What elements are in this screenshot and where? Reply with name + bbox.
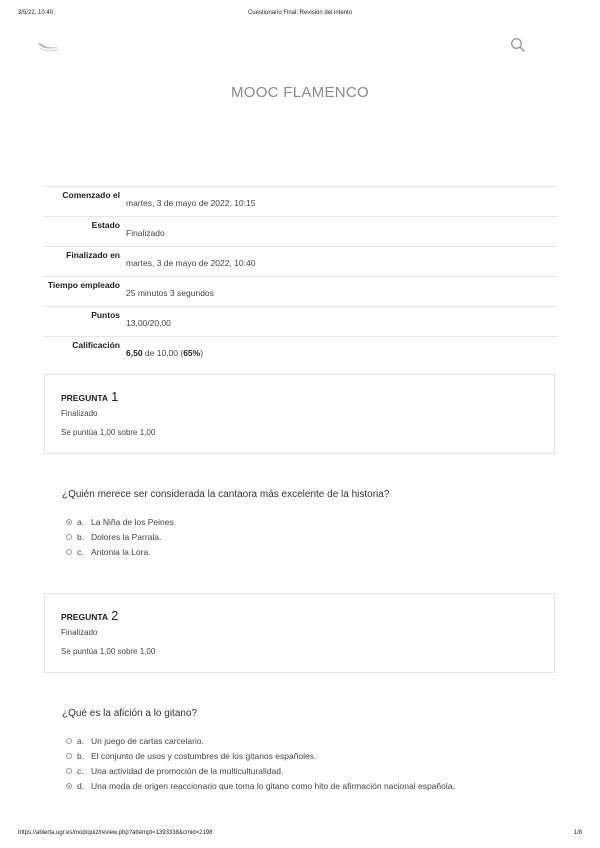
option-letter: b. [77, 750, 85, 761]
summary-value [120, 337, 203, 366]
print-datetime: 3/5/22, 10:40 [18, 10, 54, 16]
option-letter: a. [77, 516, 85, 527]
attempt-summary-table [44, 186, 557, 366]
print-url: https://abierta.ugr.es/mod/quiz/review.php?attempt=1393338&cmid=2198 [18, 830, 213, 836]
option-letter: d. [77, 780, 85, 791]
search-icon[interactable] [510, 37, 526, 53]
option-letter: c. [77, 546, 84, 557]
radio-icon[interactable] [66, 768, 72, 774]
summary-row-grade [44, 337, 557, 366]
option-text: La Niña de los Peines. [91, 516, 177, 527]
option-text: Un juego de cartas carcelario. [91, 735, 204, 746]
summary-value: 25 minutos 3 segundos [126, 288, 214, 298]
grade-percent: 65% [183, 348, 201, 358]
summary-label: Finalizado en [66, 250, 120, 260]
question-text-2: ¿Qué es la afición a lo gitano? [62, 708, 198, 719]
option-text: El conjunto de usos y costumbres de los gitanos españoles. [91, 750, 317, 761]
question-info-card-1 [44, 374, 555, 454]
summary-row-finished [44, 247, 557, 277]
question-options-1 [66, 514, 176, 559]
radio-icon[interactable] [66, 738, 72, 744]
radio-selected-icon[interactable] [66, 519, 72, 525]
option-text: Dolores la Parrala. [91, 531, 162, 542]
question-status: Finalizado [61, 409, 98, 418]
site-title: MOOC FLAMENCO [230, 84, 370, 101]
radio-icon[interactable] [66, 753, 72, 759]
question-options-2 [66, 733, 455, 793]
summary-value: Finalizado [126, 228, 165, 238]
summary-value: martes, 3 de mayo de 2022, 10:15 [126, 198, 256, 208]
grade-of: de 10,00 ( [144, 348, 184, 358]
summary-row-started [44, 187, 557, 217]
answer-option[interactable] [66, 778, 455, 793]
question-label: PREGUNTA [61, 393, 109, 403]
question-grade: Se puntúa 1,00 sobre 1,00 [61, 647, 156, 656]
option-text: Una moda de origen reaccionario que toma lo gitano como hito de afirmación nacional española. [91, 780, 455, 791]
question-number: 1 [111, 389, 119, 404]
radio-icon[interactable] [66, 534, 72, 540]
answer-option[interactable] [66, 763, 455, 778]
grade-close: ) [200, 348, 204, 358]
question-info-card-2 [44, 593, 555, 673]
option-text: Una actividad de promoción de la multiculturalidad. [91, 765, 284, 776]
print-page-number: 1/8 [573, 830, 582, 836]
option-text: Antonia la Lora. [91, 546, 151, 557]
summary-label: Puntos [91, 310, 120, 320]
radio-selected-icon[interactable] [66, 783, 72, 789]
question-label: PREGUNTA [61, 612, 109, 622]
summary-label: Tiempo empleado [47, 280, 120, 290]
print-page-title: Cuestionario Final: Revisión del intento [247, 10, 353, 16]
question-heading [61, 389, 118, 404]
answer-option[interactable] [66, 748, 455, 763]
question-heading [61, 608, 118, 623]
summary-label: Calificación [72, 340, 120, 350]
option-letter: a. [77, 735, 85, 746]
option-letter: c. [77, 765, 84, 776]
answer-option[interactable] [66, 514, 176, 529]
summary-label: Estado [91, 220, 120, 230]
summary-label: Comenzado el [62, 190, 120, 200]
summary-row-time [44, 277, 557, 307]
question-number: 2 [111, 608, 119, 623]
question-text-1: ¿Quién merece ser considerada la cantaora más excelente de la historia? [62, 489, 390, 500]
grade-value: 6,50 [126, 348, 143, 358]
swoosh-logo-icon[interactable] [36, 38, 62, 54]
summary-value: martes, 3 de mayo de 2022, 10:40 [126, 258, 256, 268]
summary-value: 13,00/20,00 [126, 318, 171, 328]
question-status: Finalizado [61, 628, 98, 637]
summary-row-points [44, 307, 557, 337]
summary-row-state [44, 217, 557, 247]
answer-option[interactable] [66, 529, 176, 544]
answer-option[interactable] [66, 733, 455, 748]
question-grade: Se puntúa 1,00 sobre 1,00 [61, 428, 156, 437]
option-letter: b. [77, 531, 85, 542]
radio-icon[interactable] [66, 549, 72, 555]
answer-option[interactable] [66, 544, 176, 559]
